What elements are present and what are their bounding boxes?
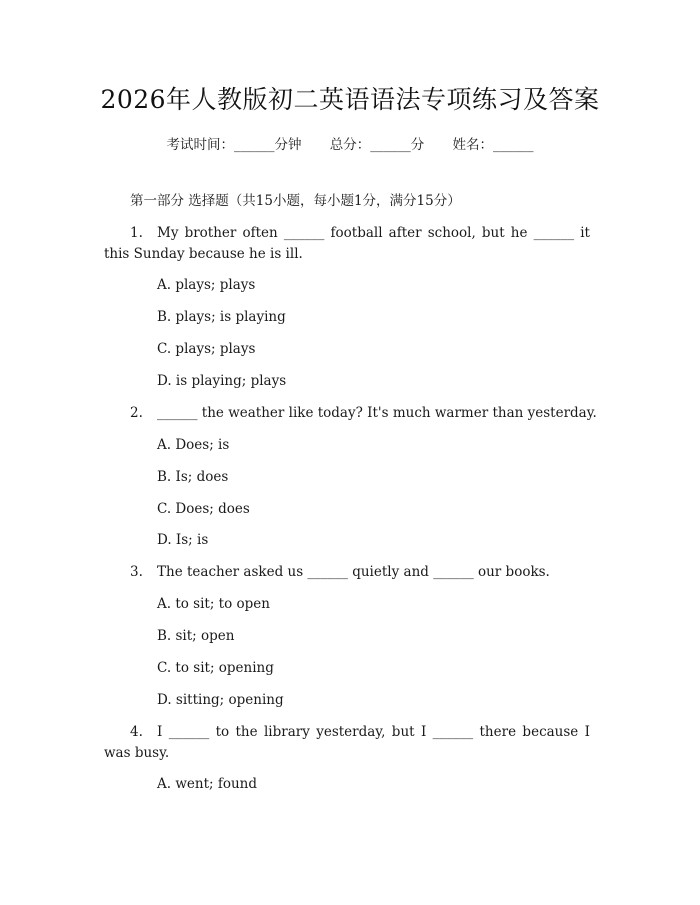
question-number: 2. — [130, 405, 143, 421]
question-text: I ______ to the library yesterday, but I ______ there because I — [157, 724, 590, 740]
answer-option: C. Does; does — [157, 501, 250, 517]
answer-option: B. sit; open — [157, 628, 235, 644]
answer-option: A. Does; is — [157, 437, 230, 453]
answer-option: A. plays; plays — [157, 277, 256, 293]
answer-option: A. to sit; to open — [157, 596, 270, 612]
question-text: ______ the weather like today? It's much warmer than yesterday. — [157, 405, 597, 421]
exam-total-score: 总分：______分 — [329, 137, 425, 153]
question-text-continuation: this Sunday because he is ill. — [104, 246, 303, 262]
page-title: 2026年人教版初二英语语法专项练习及答案 — [100, 85, 600, 114]
exam-meta — [0, 133, 700, 153]
question-text: The teacher asked us ______ quietly and ______ our books. — [157, 564, 550, 580]
question-text-continuation: was busy. — [104, 745, 170, 761]
answer-option: D. sitting; opening — [157, 692, 284, 708]
question-text-line — [157, 722, 590, 742]
exam-time: 考试时间：______分钟 — [166, 137, 302, 153]
question-number: 4. — [130, 724, 143, 740]
answer-option: C. plays; plays — [157, 341, 256, 357]
exam-name-field: 姓名：______ — [452, 137, 534, 153]
section-heading: 第一部分 选择题（共15小题，每小题1分，满分15分） — [130, 193, 461, 209]
answer-option: B. plays; is playing — [157, 309, 286, 325]
answer-option: C. to sit; opening — [157, 660, 274, 676]
question-text: My brother often ______ football after school, but he ______ it — [157, 225, 590, 241]
question-number: 3. — [130, 564, 143, 580]
answer-option: D. Is; is — [157, 532, 209, 548]
answer-option: A. went; found — [157, 776, 257, 792]
answer-option: D. is playing; plays — [157, 373, 287, 389]
question-text-line — [157, 223, 590, 243]
answer-option: B. Is; does — [157, 469, 229, 485]
question-number: 1. — [130, 225, 143, 241]
